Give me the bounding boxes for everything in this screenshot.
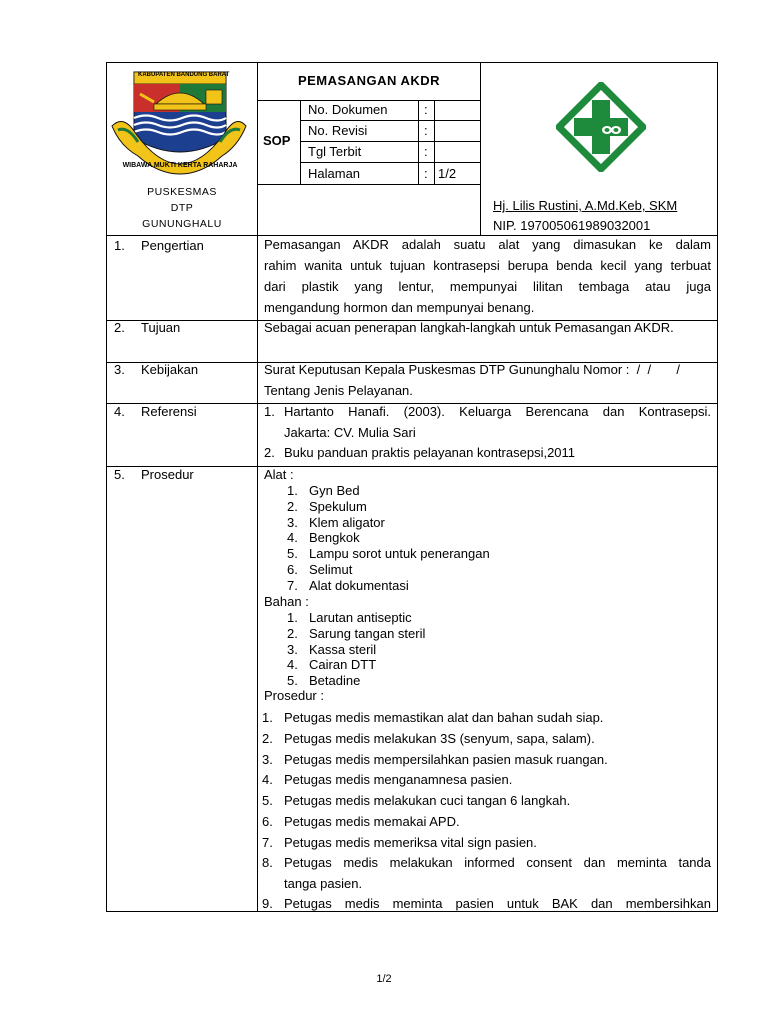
tujuan-text: Sebagai acuan penerapan langkah-langkah untuk Pemasangan AKDR. <box>264 320 674 335</box>
alat-item-text: Selimut <box>309 562 353 577</box>
alat-item-number: 4. <box>287 530 298 546</box>
org-line-2: DTP <box>170 202 194 214</box>
logo-motto-text: WIBAWA MUKTI KERTA RAHARJA <box>122 162 238 169</box>
page-number-footer: 1/2 <box>376 973 392 985</box>
prosedur-step-number: 7. <box>262 834 273 850</box>
prosedur-heading: Prosedur : <box>264 688 324 703</box>
puskesmas-logo <box>556 82 646 172</box>
section-5-number: 5. <box>114 467 125 482</box>
step-8-line-1 <box>284 852 711 873</box>
section-4-label: Referensi <box>141 404 197 419</box>
prosedur-step-text: Petugas medis menganamnesa pasien. <box>284 772 513 788</box>
prosedur-step-text: Petugas medis melakukan 3S (senyum, sapa, salam). <box>284 730 595 746</box>
step-9-line-1 <box>284 893 711 914</box>
step-8-line-2: tanga pasien. <box>284 876 363 891</box>
document-title: PEMASANGAN AKDR <box>297 73 441 88</box>
page-label: Halaman <box>308 166 361 181</box>
logo-banner-text: KABUPATEN BANDUNG BARAT <box>138 72 230 78</box>
prosedur-step-text: Petugas medis mempersilahkan pasien masuk ruangan. <box>284 751 608 767</box>
alat-item-number: 1. <box>287 483 298 498</box>
alat-item-text: Alat dokumentasi <box>309 577 409 593</box>
reference-1 <box>284 401 711 443</box>
kebijakan-line-2: Tentang Jenis Pelayanan. <box>264 383 413 398</box>
alat-item-text: Lampu sorot untuk penerangan <box>309 546 490 562</box>
revision-sep: : <box>424 123 428 138</box>
bahan-item-text: Cairan DTT <box>309 657 377 673</box>
prosedur-step-text: Petugas medis memakai APD. <box>284 814 460 829</box>
section-3-number: 3. <box>114 362 125 377</box>
step-8-number: 8. <box>262 855 273 870</box>
alat-heading: Alat : <box>264 467 294 482</box>
sop-label: SOP <box>263 133 291 148</box>
section-2-label: Tujuan <box>141 320 181 335</box>
alat-item-number: 5. <box>287 546 298 562</box>
doc-number-label: No. Dokumen <box>308 102 388 117</box>
bahan-item-number: 2. <box>287 625 298 641</box>
alat-item-text: Klem aligator <box>309 514 385 530</box>
alat-item-text: Spekulum <box>309 498 367 514</box>
signer-nip: NIP. 197005061989032001 <box>493 218 651 233</box>
step-9-number: 9. <box>262 896 273 911</box>
alat-item-number: 6. <box>287 562 298 577</box>
page-sep: : <box>424 166 428 181</box>
org-line-3: GUNUNGHALU <box>142 218 222 230</box>
prosedur-step-text: Petugas medis memeriksa vital sign pasien. <box>284 834 537 850</box>
reference-1-line-2: Jakarta: CV. Mulia Sari <box>284 425 416 440</box>
pengertian-line: Pemasangan AKDR adalah suatu alat yang dimasukan ke dalam <box>264 237 711 252</box>
reference-1-number: 1. <box>264 404 275 419</box>
bahan-item-number: 3. <box>287 641 298 657</box>
section-5-label: Prosedur <box>141 467 194 482</box>
pengertian-line: rahim wanita untuk tujuan kontrasepsi berupa benda kecil yang terbuat <box>264 258 711 273</box>
bahan-item-text: Sarung tangan steril <box>309 625 426 641</box>
page-value: 1/2 <box>438 166 457 181</box>
prosedur-step-number: 3. <box>262 751 273 767</box>
reference-2-number: 2. <box>264 445 275 460</box>
kebijakan-line-1: Surat Keputusan Kepala Puskesmas DTP Gununghalu Nomor : / / / <box>264 362 680 377</box>
step-9-text: Petugas medis meminta pasien untuk BAK dan membersihkan <box>284 896 711 911</box>
revision-label: No. Revisi <box>308 123 368 138</box>
bahan-heading: Bahan : <box>264 594 309 609</box>
section-1-label: Pengertian <box>141 238 204 253</box>
signer-name: Hj. Lilis Rustini, A.Md.Keb, SKM <box>493 198 678 213</box>
bahan-item-number: 5. <box>287 673 298 689</box>
bahan-item-text: Betadine <box>309 673 361 689</box>
bahan-item-number: 1. <box>287 610 298 625</box>
prosedur-step-number: 1. <box>262 710 273 725</box>
reference-2-text: Buku panduan praktis pelayanan kontrasepsi,2011 <box>284 445 576 460</box>
section-1-number: 1. <box>114 238 125 253</box>
alat-item-number: 3. <box>287 514 298 530</box>
prosedur-step-number: 2. <box>262 730 273 746</box>
pengertian-line: mengandung hormon dan mempunyai benang. <box>264 300 535 315</box>
prosedur-step-number: 6. <box>262 814 273 829</box>
bahan-item-text: Kassa steril <box>309 641 377 657</box>
issue-date-label: Tgl Terbit <box>308 144 362 159</box>
alat-item-text: Bengkok <box>309 530 360 546</box>
alat-item-text: Gyn Bed <box>309 483 360 498</box>
pengertian-text <box>264 234 711 318</box>
prosedur-step-number: 4. <box>262 772 273 788</box>
section-2-number: 2. <box>114 320 125 335</box>
alat-item-number: 2. <box>287 498 298 514</box>
doc-number-sep: : <box>424 102 428 117</box>
bahan-item-number: 4. <box>287 657 298 673</box>
bahan-item-text: Larutan antiseptic <box>309 610 412 625</box>
pengertian-line: dari plastik yang lentur, mempunyai lilitan tembaga atau juga <box>264 279 711 294</box>
prosedur-step-text: Petugas medis melakukan cuci tangan 6 langkah. <box>284 793 571 809</box>
prosedur-step-number: 5. <box>262 793 273 809</box>
section-3-label: Kebijakan <box>141 362 199 377</box>
prosedur-step-text: Petugas medis memastikan alat dan bahan sudah siap. <box>284 710 604 725</box>
org-line-1: PUSKESMAS <box>147 186 217 198</box>
issue-date-sep: : <box>424 144 428 159</box>
step-8-text: Petugas medis melakukan informed consent dan meminta tanda <box>284 855 711 870</box>
reference-1-line-1: Hartanto Hanafi. (2003). Keluarga Berencana dan Kontrasepsi. <box>284 404 711 419</box>
alat-item-number: 7. <box>287 577 298 593</box>
section-4-number: 4. <box>114 404 125 419</box>
